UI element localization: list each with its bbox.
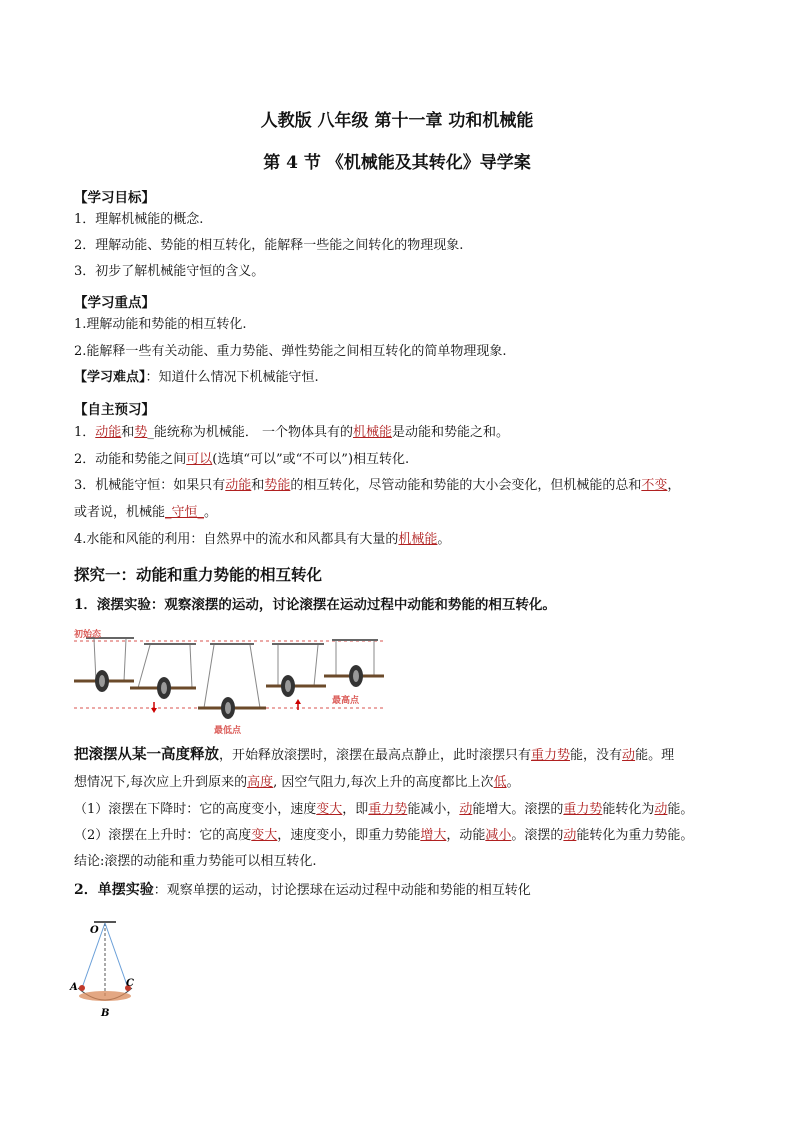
preview-heading: 【自主预习】	[74, 402, 155, 418]
difficulty-heading: 【学习难点】	[74, 370, 146, 385]
conclusion-line: 结论:滚摆的动能和重力势能可以相互转化.	[74, 854, 317, 869]
label-lowest-point: 最低点	[214, 726, 242, 736]
answer-blank: 重力势	[368, 802, 408, 817]
document-subtitle: 第 4 节 《机械能及其转化》导学案	[263, 153, 531, 173]
section-title: 探究一：动能和重力势能的相互转化	[74, 565, 323, 584]
answer-blank: 变大	[251, 828, 278, 843]
answer-blank: 势能	[264, 478, 291, 493]
pendulum-wheel	[74, 638, 134, 692]
answer-blank: 重力势	[531, 748, 571, 763]
goal-item: 3．初步了解机械能守恒的含义。	[74, 264, 265, 279]
document-title: 人教版 八年级 第十一章 功和机械能	[260, 111, 534, 131]
focus-heading: 【学习重点】	[74, 295, 155, 311]
answer-blank: 重力势	[563, 802, 603, 817]
label-initial-state: 初始态	[74, 630, 102, 640]
answer-blank: 动能	[225, 478, 252, 493]
preview-question-4: 4.水能和风能的利用：自然界中的流水和风都具有大量的机械能。	[74, 532, 451, 547]
label-point-b: B	[101, 1008, 110, 1019]
label-point-o: O	[90, 925, 99, 936]
roll-pendulum-paragraph-2: 想情况下,每次应上升到原来的高度, 因空气阻力,每次上升的高度都比上次低。	[74, 775, 520, 790]
answer-blank: _守恒_	[165, 505, 205, 520]
pendulum-ball	[79, 991, 131, 1001]
pendulum-wheel	[324, 640, 384, 687]
experiment-1-title: 1．滚摆实验：观察滚摆的运动，讨论滚摆在运动过程中动能和势能的相互转化。	[74, 597, 556, 613]
pendulum-wheel	[130, 644, 196, 713]
focus-item: 2.能解释一些有关动能、重力势能、弹性势能之间相互转化的简单物理现象.	[74, 344, 507, 359]
pendulum-wheel	[266, 644, 326, 710]
difficulty-line	[74, 369, 319, 387]
label-highest-point: 最高点	[332, 696, 360, 706]
difficulty-text: ：知道什么情况下机械能守恒.	[145, 370, 319, 385]
label-point-c: C	[126, 978, 134, 989]
answer-blank: 动	[622, 748, 636, 763]
answer-blank: 高度	[247, 775, 274, 790]
answer-blank: 增大	[420, 828, 447, 843]
answer-blank: 动能	[95, 425, 122, 440]
goal-item: 2．理解动能、势能的相互转化，能解释一些能之间转化的物理现象.	[74, 238, 464, 253]
roll-pendulum-paragraph-1: 把滚摆从某一高度释放，开始释放滚摆时，滚摆在最高点静止，此时滚摆只有重力势能，没有动能。理	[74, 746, 675, 763]
simple-pendulum-figure	[68, 916, 148, 1020]
answer-blank: 低	[493, 775, 507, 790]
pendulum-wheel	[198, 644, 266, 719]
answer-blank: 机械能	[398, 532, 438, 547]
preview-question-3: 3．机械能守恒：如果只有动能和势能的相互转化，尽管动能和势能的大小会变化，但机械能的总和不变，	[74, 478, 681, 493]
preview-question-2: 2．动能和势能之间可以(选填“可以”或“不可以”)相互转化.	[74, 452, 410, 467]
answer-blank: 变大	[316, 802, 343, 817]
experiment-2-title: 2．单摆实验：观察单摆的运动，讨论摆球在运动过程中动能和势能的相互转化	[74, 882, 531, 898]
label-point-a: A	[70, 982, 78, 993]
answer-blank: 不变	[641, 478, 668, 493]
goals-heading: 【学习目标】	[74, 190, 155, 206]
roll-pendulum-figure	[74, 626, 386, 738]
answer-blank: 可以	[186, 452, 213, 467]
roll-pendulum-paragraph-3: （1）滚摆在下降时：它的高度变小，速度变大，即重力势能减小，动能增大。滚摆的重力势能转化为动能。	[74, 802, 694, 817]
answer-blank: 机械能	[352, 425, 392, 440]
answer-blank: 动	[563, 828, 577, 843]
preview-question-3-cont: 或者说，机械能_守恒_。	[74, 505, 218, 520]
preview-question-1: 1．动能和势_能统称为机械能． 一个物体具有的机械能是动能和势能之和。	[74, 425, 509, 440]
goal-item: 1．理解机械能的概念.	[74, 212, 204, 227]
answer-blank: 动	[459, 802, 473, 817]
roll-pendulum-paragraph-4: （2）滚摆在上升时：它的高度变大，速度变小，即重力势能增大，动能减小。滚摆的动能转化为重力势能。	[74, 828, 694, 843]
answer-blank: 减小	[485, 828, 512, 843]
focus-item: 1.理解动能和势能的相互转化.	[74, 317, 247, 332]
answer-blank: 势	[134, 425, 148, 440]
answer-blank: 动	[654, 802, 668, 817]
